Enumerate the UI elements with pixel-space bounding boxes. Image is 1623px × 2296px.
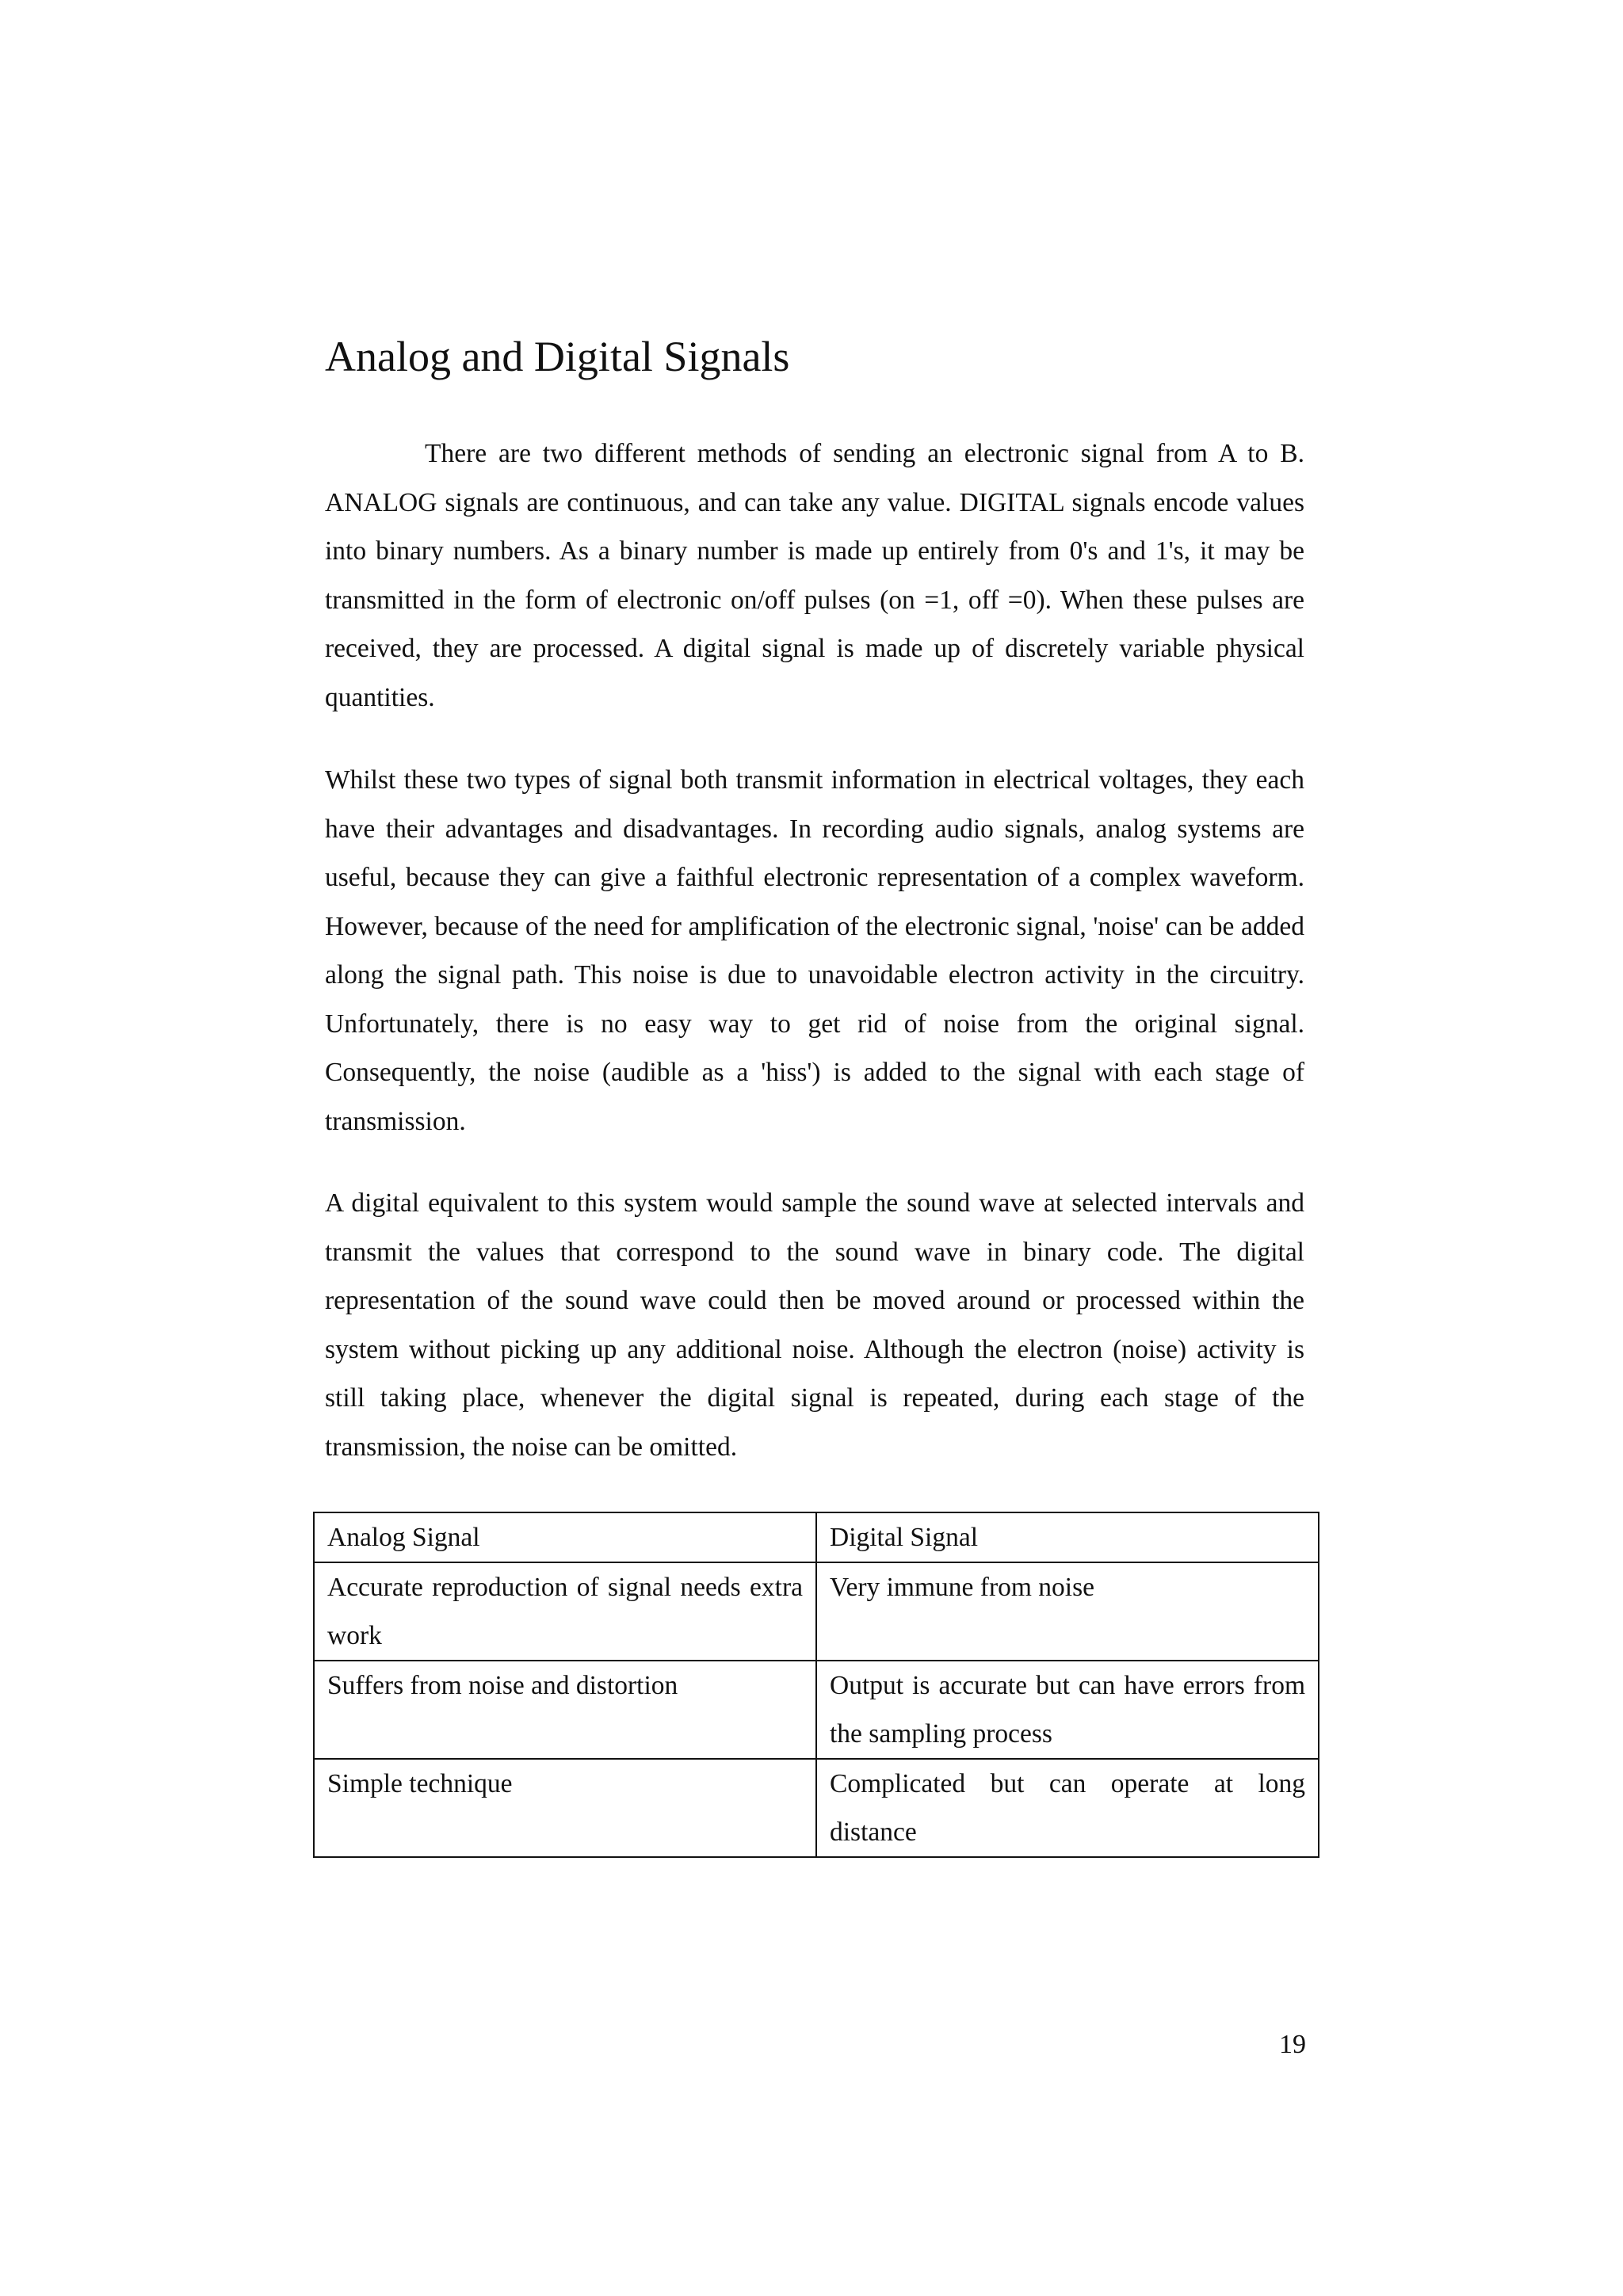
table-row (314, 1562, 1319, 1661)
table-cell: Accurate reproduction of signal needs extra work (314, 1562, 816, 1661)
page-title: Analog and Digital Signals (325, 333, 790, 380)
header-digital-signal: Digital Signal (816, 1512, 1319, 1562)
paragraph-advantages: Whilst these two types of signal both transmit information in electrical voltages, they each have their advantages and disadvantages. In recording audio signals, analog systems are useful, because they can give a faithful electronic representation of a complex waveform. However, because of the need for amplification of the electronic signal, 'noise' can be added along the signal path. This noise is due to unavoidable electron activity in the circuitry. Unfortunately, there is no easy way to get rid of noise from the original signal. Consequently, the noise (audible as a 'hiss') is added to the signal with each stage of transmission. (325, 765, 1304, 1136)
table-cell: Complicated but can operate at long distance (816, 1759, 1319, 1857)
table-row (314, 1759, 1319, 1857)
table-header-row (314, 1512, 1319, 1562)
comparison-table (313, 1512, 1319, 1858)
header-analog-signal: Analog Signal (314, 1512, 816, 1562)
table-cell: Very immune from noise (816, 1562, 1319, 1661)
table-cell: Suffers from noise and distortion (314, 1661, 816, 1759)
table-cell: Simple technique (314, 1759, 816, 1857)
paragraph-intro: There are two different methods of sending an electronic signal from A to B. ANALOG signals are continuous, and can take any value. DIGITAL signals encode values into binary numbers. As a binary number is made up entirely from 0's and 1's, it may be transmitted in the form of electronic on/off pulses (on =1, off =0). When these pulses are received, they are processed. A digital signal is made up of discretely variable physical quantities. (325, 439, 1304, 712)
table-cell: Output is accurate but can have errors from the sampling process (816, 1661, 1319, 1759)
page-number: 19 (1279, 2030, 1306, 2059)
table-row (314, 1661, 1319, 1759)
paragraph-digital-equivalent: A digital equivalent to this system would sample the sound wave at selected intervals and transmit the values that correspond to the sound wave in binary code. The digital representation of the sound wave could then be moved around or processed within the system without picking up any additional noise. Although the electron (noise) activity is still taking place, whenever the digital signal is repeated, during each stage of the transmission, the noise can be omitted. (325, 1188, 1304, 1462)
